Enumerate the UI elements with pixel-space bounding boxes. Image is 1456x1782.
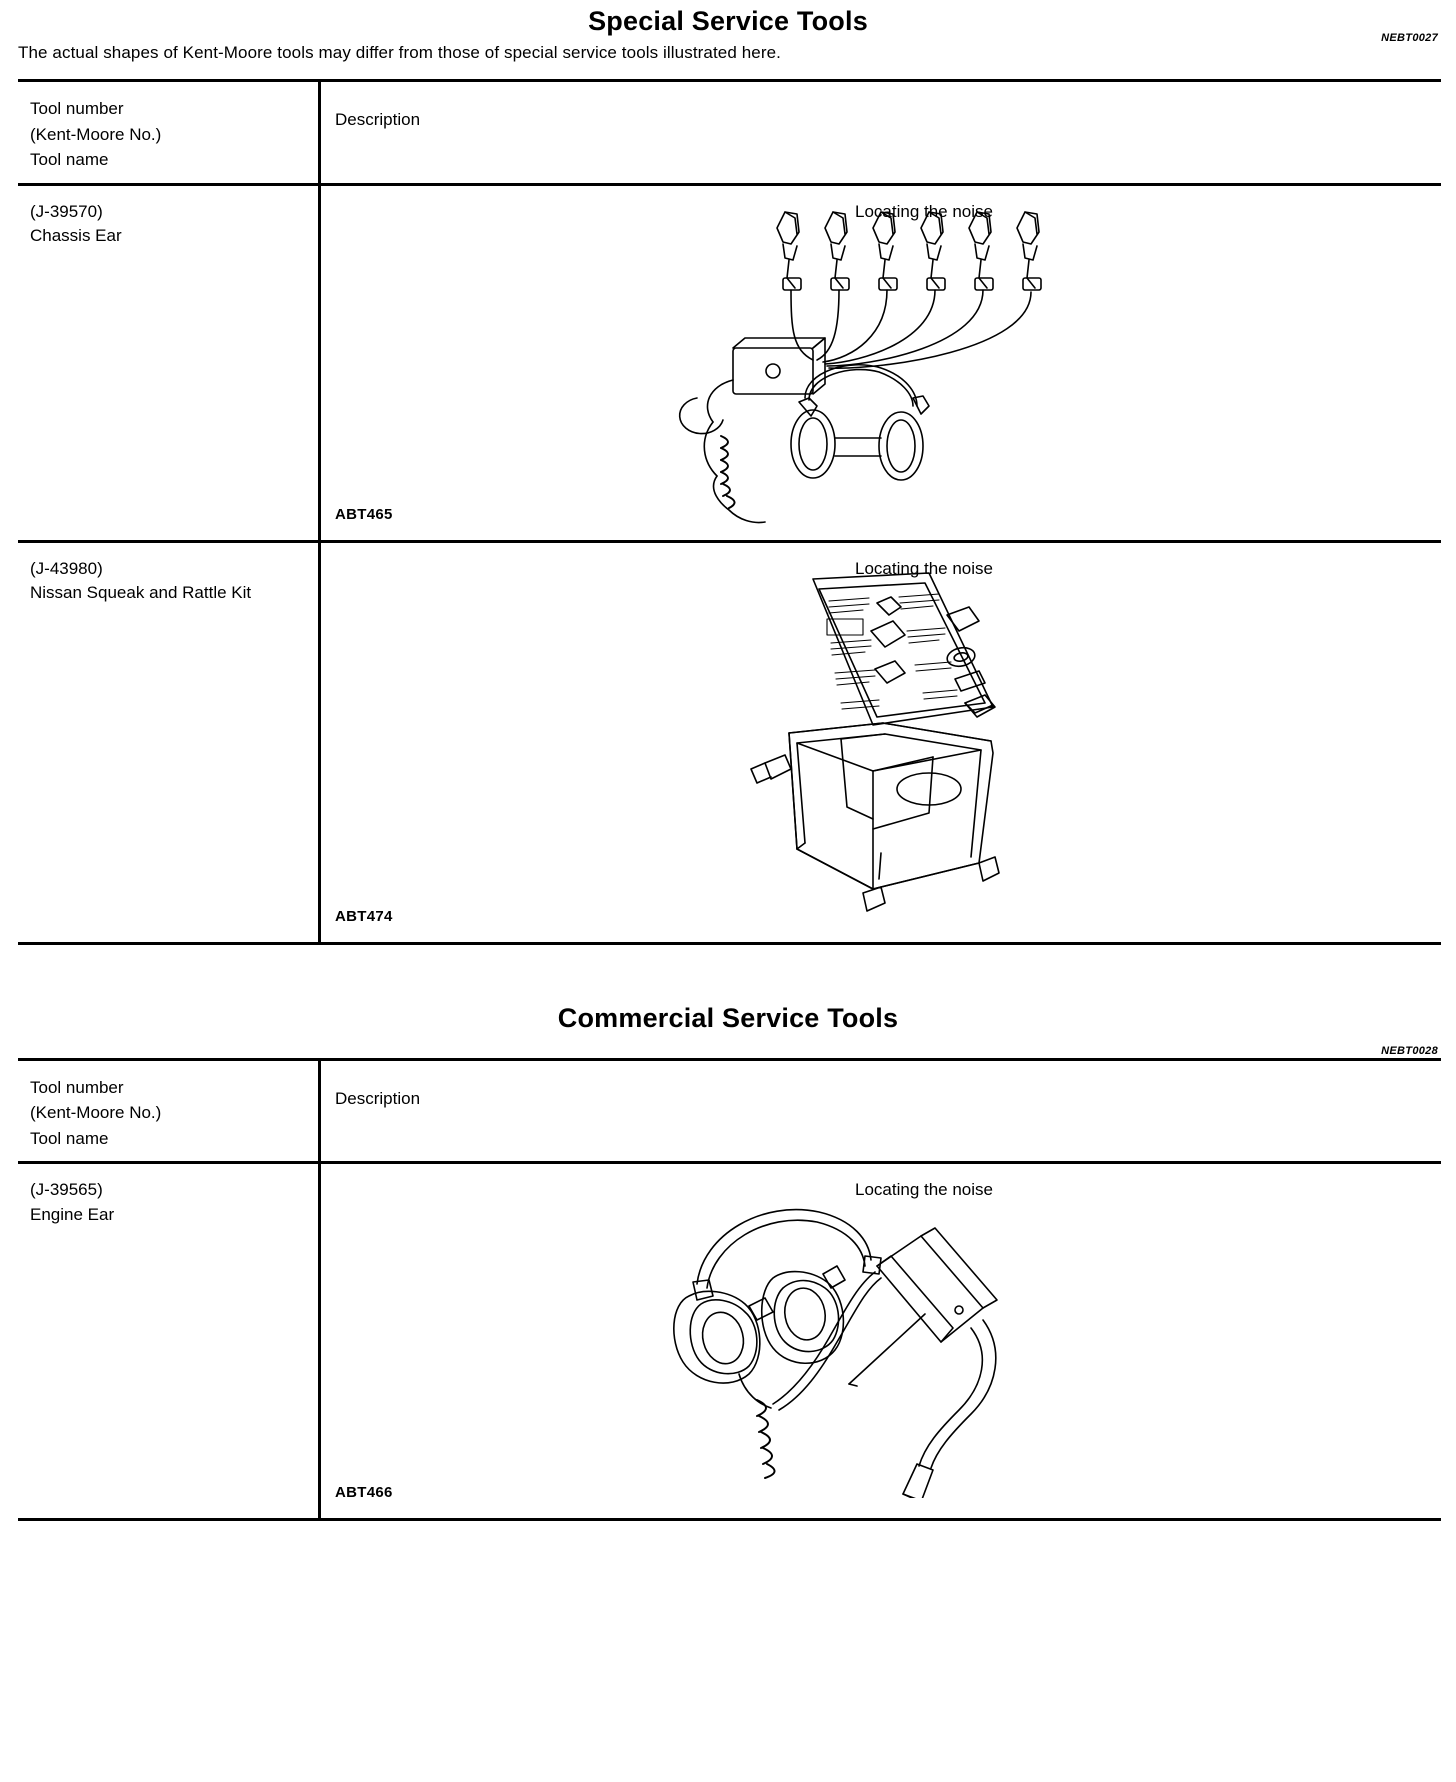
document-code-commercial: NEBT0028 <box>1381 1044 1438 1057</box>
tool-number: (J-39570) <box>30 201 103 221</box>
tool-name: Chassis Ear <box>30 226 122 246</box>
header-kent-moore-no: (Kent-Moore No.) <box>30 1103 162 1122</box>
table-header-row <box>18 81 1441 185</box>
tool-number: (J-43980) <box>30 558 103 578</box>
tool-description: Locating the noise <box>855 558 993 578</box>
tool-number: (J-39565) <box>30 1180 103 1199</box>
section-note-special: The actual shapes of Kent-Moore tools may differ from those of special service tools illustrated here. <box>18 43 781 62</box>
header-description: Description <box>335 110 421 129</box>
header-tool-name: Tool name <box>30 1128 109 1148</box>
figure-code: ABT466 <box>335 1484 393 1502</box>
tool-description: Locating the noise <box>855 1180 993 1199</box>
figure-code: ABT474 <box>335 907 393 925</box>
header-tool-number: Tool number <box>30 99 124 118</box>
page-title-commercial: Commercial Service Tools <box>557 1002 899 1033</box>
document-code-special: NEBT0027 <box>1381 32 1438 44</box>
special-tools-table <box>18 79 1441 945</box>
header-tool-number: Tool number <box>30 1077 124 1097</box>
header-description: Description <box>335 1088 421 1108</box>
table-row <box>18 1163 1441 1520</box>
figure-code: ABT465 <box>335 505 393 523</box>
header-tool-name: Tool name <box>30 150 109 169</box>
header-kent-moore-no: (Kent-Moore No.) <box>30 124 162 144</box>
engine-ear-illustration <box>653 1178 1113 1498</box>
section-commercial-service-tools <box>0 1003 1456 1522</box>
squeak-rattle-kit-illustration <box>693 557 1073 927</box>
tool-name: Engine Ear <box>30 1204 115 1224</box>
commercial-tools-table <box>18 1058 1441 1522</box>
page-title-special: Special Service Tools <box>588 6 868 36</box>
table-row <box>18 184 1441 541</box>
tool-description: Locating the noise <box>855 201 993 221</box>
tool-name: Nissan Squeak and Rattle Kit <box>30 583 252 603</box>
table-header-row <box>18 1059 1441 1163</box>
table-row <box>18 541 1441 943</box>
chassis-ear-illustration <box>673 200 1093 530</box>
